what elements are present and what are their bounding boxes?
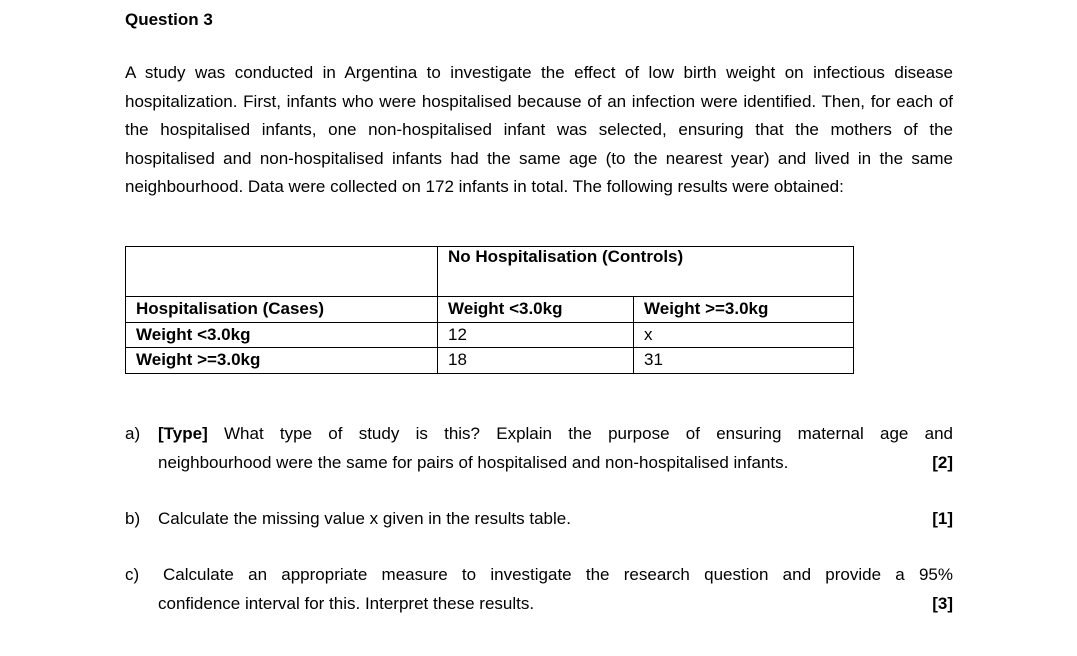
question-a-tag: [Type] xyxy=(158,424,208,443)
question-b-text: Calculate the missing value x given in the results table. xyxy=(158,509,571,528)
table-row xyxy=(126,348,854,374)
cell-value: 12 xyxy=(438,322,634,348)
intro-paragraph: A study was conducted in Argentina to investigate the effect of low birth weight on infectious disease hospitalization. First, infants who were hospitalised because of an infection were identified. Then, for each of the hospitalised infants, one non-hospitalised infant was selected, ensuring that the mothers of the hospitalised and non-hospitalised infants had the same age (to the nearest year) and lived in the same neighbourhood. Data were collected on 172 infants in total. The following results were obtained: xyxy=(125,63,953,197)
cell-value: x xyxy=(634,322,854,348)
question-c-letter: c) xyxy=(125,565,140,584)
question-b-line xyxy=(158,505,953,534)
cell-value: 31 xyxy=(634,348,854,374)
question-a-text: What type of study is this? Explain the purpose of ensuring maternal age and xyxy=(224,424,953,443)
question-a-marks: [2] xyxy=(932,452,953,472)
question-c-body xyxy=(158,561,953,618)
question-a xyxy=(125,420,953,478)
col-high-weight-header: Weight >=3.0kg xyxy=(634,297,854,323)
cell-value: 18 xyxy=(438,348,634,374)
question-a-line1 xyxy=(158,420,953,449)
question-b-letter: b) xyxy=(125,509,141,528)
col-low-weight-header: Weight <3.0kg xyxy=(438,297,634,323)
question-c xyxy=(125,561,953,619)
table-header-row xyxy=(126,247,854,297)
question-c-text-cont: confidence interval for this. Interpret these results. xyxy=(158,593,535,613)
question-c-line2 xyxy=(158,590,953,619)
question-b-body xyxy=(158,505,953,534)
question-c-line1: Calculate an appropriate measure to investigate the research question and provide a 95% xyxy=(163,565,953,584)
controls-header: No Hospitalisation (Controls) xyxy=(438,247,854,297)
row-label: Weight >=3.0kg xyxy=(126,348,438,374)
table-subheader-row xyxy=(126,297,854,323)
question-a-letter: a) xyxy=(125,424,141,443)
question-a-body xyxy=(158,420,953,477)
question-title: Question 3 xyxy=(125,10,213,29)
question-b-marks: [1] xyxy=(932,509,953,528)
results-table xyxy=(125,246,854,374)
question-b xyxy=(125,505,953,534)
table-corner-cell xyxy=(126,247,438,297)
question-a-line2 xyxy=(158,449,953,478)
cases-header: Hospitalisation (Cases) xyxy=(126,297,438,323)
table-row xyxy=(126,322,854,348)
question-a-text-cont: neighbourhood were the same for pairs of hospitalised and non-hospitalised infants. xyxy=(158,452,789,472)
question-c-marks: [3] xyxy=(932,593,953,613)
row-label: Weight <3.0kg xyxy=(126,322,438,348)
